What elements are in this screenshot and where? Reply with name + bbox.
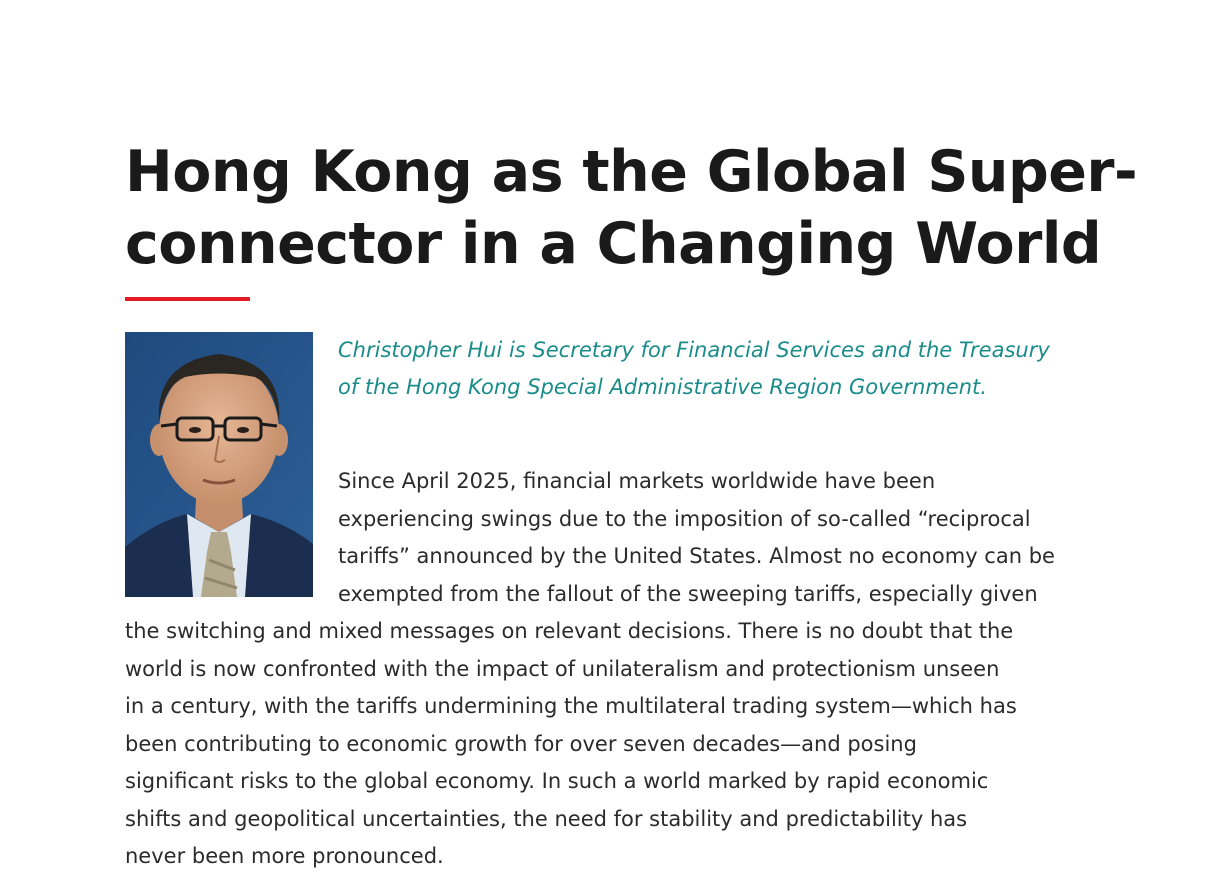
author-bio-line: Christopher Hui is Secretary for Financial Services and the Treasury: [338, 338, 1050, 362]
article-title: [125, 136, 1185, 280]
title-line-2: connector in a Changing World: [125, 211, 1102, 277]
article-paragraph: [125, 463, 1205, 876]
paragraph-line: tariffs” announced by the United States. Almost no economy can be: [338, 544, 1055, 568]
author-bio: [338, 332, 1198, 406]
paragraph-line: the switching and mixed messages on relevant decisions. There is no doubt that the: [125, 619, 1014, 643]
title-accent-rule: [125, 297, 250, 301]
paragraph-line: never been more pronounced.: [125, 844, 444, 868]
paragraph-line: in a century, with the tariffs undermining the multilateral trading system—which has: [125, 694, 1017, 718]
paragraph-line: Since April 2025, financial markets worldwide have been: [338, 469, 936, 493]
paragraph-line: shifts and geopolitical uncertainties, the need for stability and predictability has: [125, 806, 968, 831]
paragraph-line: significant risks to the global economy. In such a world marked by rapid economic: [125, 769, 989, 793]
paragraph-line: world is now confronted with the impact of unilateralism and protectionism unseen: [125, 656, 1000, 681]
paragraph-line: experiencing swings due to the imposition of so-called “reciprocal: [338, 506, 1031, 531]
title-line-1: Hong Kong as the Global Super-: [125, 139, 1138, 205]
paragraph-line: been contributing to economic growth for over seven decades—and posing: [125, 731, 917, 756]
paragraph-line: exempted from the fallout of the sweeping tariffs, especially given: [338, 581, 1038, 606]
author-bio-line: of the Hong Kong Special Administrative Region Government.: [338, 375, 987, 399]
